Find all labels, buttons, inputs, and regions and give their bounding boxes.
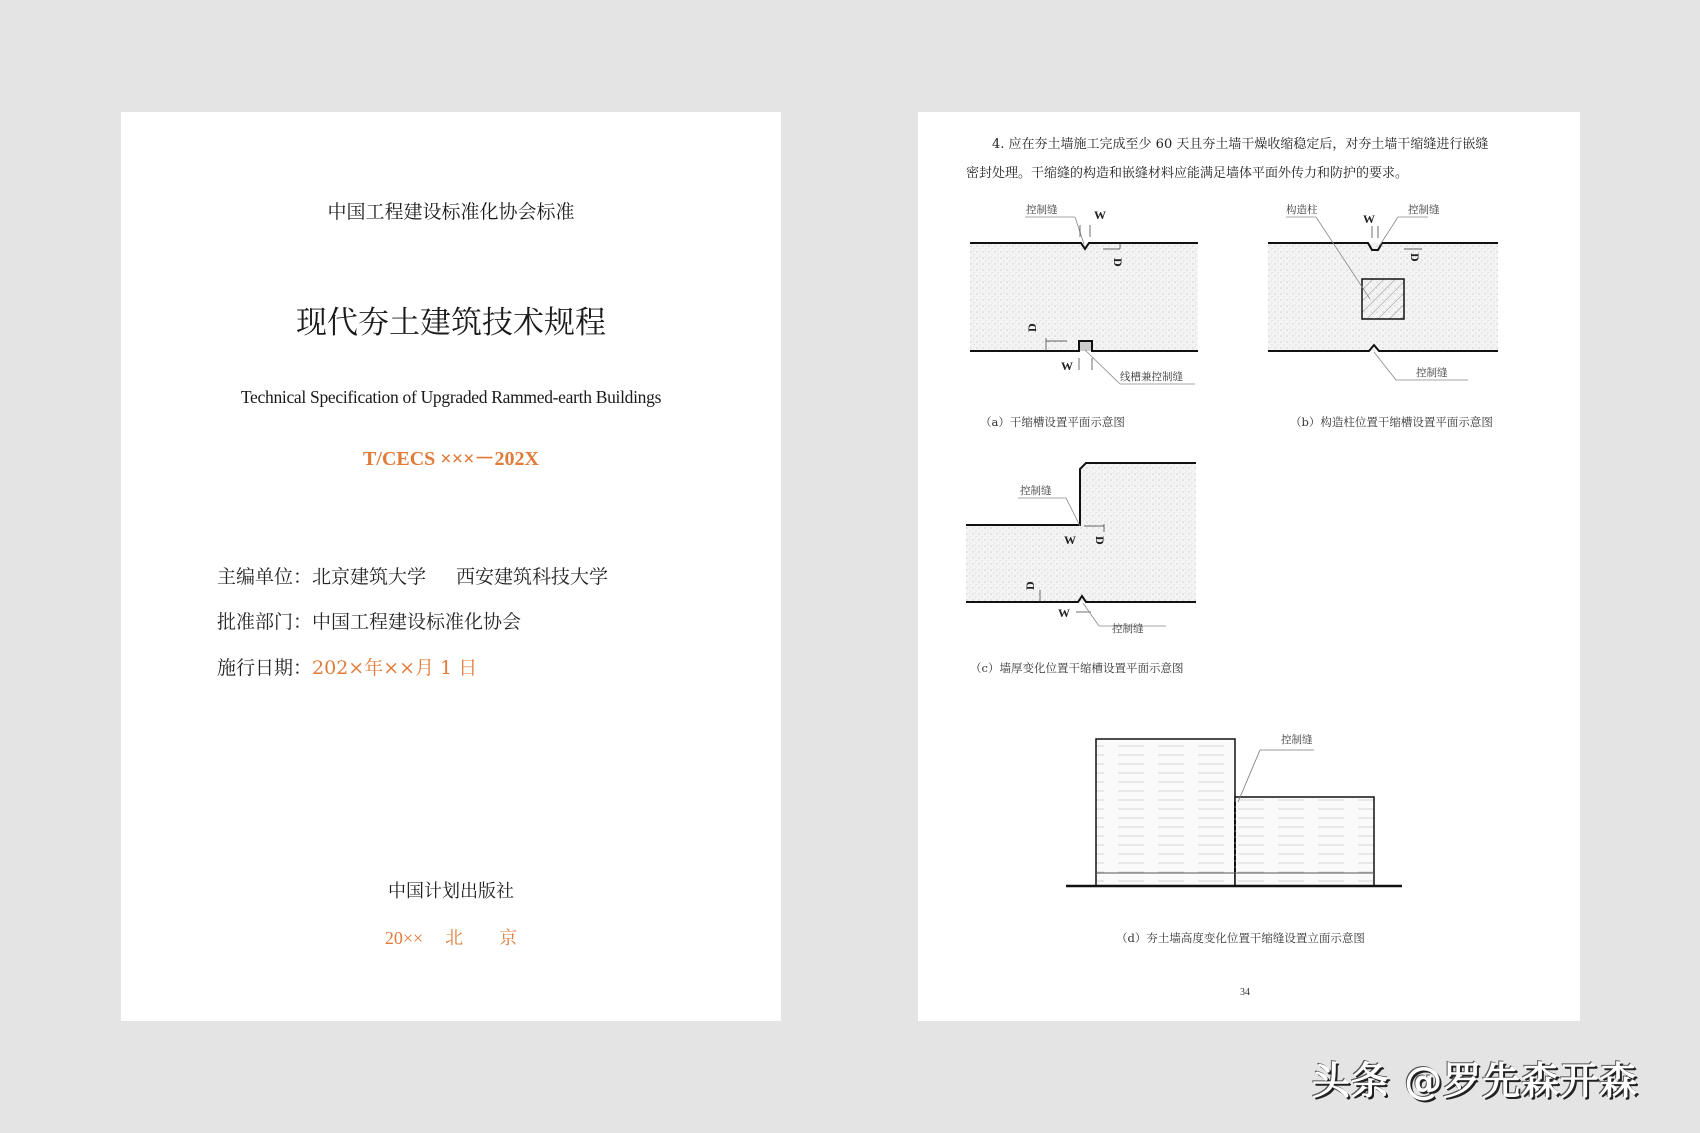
pub-city-1: 北 (445, 928, 464, 949)
association-heading: 中国工程建设标准化协会标准 (327, 201, 575, 223)
caption-b: （b）构造柱位置干缩槽设置平面示意图 (1290, 415, 1493, 429)
figure-diagrams (918, 112, 1580, 1021)
svg-text:D: D (1408, 253, 1422, 262)
paragraph-line-1: 4. 应在夯土墙施工完成至少 60 天且夯土墙干燥收缩稳定后，对夯土墙干缩缝进行嵌缝 (992, 137, 1489, 152)
info-value: 中国工程建设标准化协会 (312, 611, 522, 633)
paragraph-line-2: 密封处理。干缩缝的构造和嵌缝材料应能满足墙体平面外传力和防护的要求。 (966, 166, 1409, 181)
publisher-name: 中国计划出版社 (388, 881, 514, 902)
info-value: 北京建筑大学 (312, 566, 427, 588)
svg-text:D: D (1023, 581, 1037, 590)
info-editor-row (217, 562, 608, 589)
svg-text:W: W (1064, 533, 1076, 547)
label-joint-top: 控制缝 (1408, 204, 1440, 216)
info-approver-row (217, 607, 521, 634)
label-joint-bottom: 控制缝 (1112, 623, 1144, 635)
figure-c (966, 463, 1196, 626)
page-number: 34 (1240, 987, 1250, 998)
info-value: 202×年××月 1 日 (312, 657, 478, 679)
svg-text:D: D (1025, 323, 1039, 332)
watermark: 头条 @罗先森开森 (1312, 1059, 1639, 1103)
figure-b (1268, 217, 1498, 380)
document-title-cn: 现代夯土建筑技术规程 (296, 305, 606, 341)
info-label: 主编单位： (217, 566, 313, 588)
info-label: 施行日期： (217, 657, 313, 679)
info-date-row (217, 653, 477, 680)
label-joint: 控制缝 (1281, 734, 1313, 746)
content-page (918, 112, 1580, 1021)
label-joint-top: 控制缝 (1020, 485, 1052, 497)
publication-line (121, 924, 781, 950)
figure-d (1066, 739, 1402, 886)
pub-city-2: 京 (499, 928, 518, 949)
info-label: 批准部门： (217, 611, 313, 633)
standard-code: T/CECS ×××－202X (363, 448, 539, 470)
caption-d: （d）夯土墙高度变化位置干缩缝设置立面示意图 (1116, 931, 1365, 945)
document-title-en: Technical Specification of Upgraded Rammed-earth Buildings (240, 387, 662, 407)
svg-text:W: W (1094, 208, 1106, 222)
svg-text:W: W (1363, 212, 1375, 226)
label-joint-bottom: 控制缝 (1416, 367, 1448, 379)
cover-page (121, 112, 781, 1021)
svg-text:D: D (1111, 258, 1125, 267)
label-column: 构造柱 (1286, 204, 1318, 216)
caption-c: （c）墙厚变化位置干缩槽设置平面示意图 (970, 661, 1184, 675)
info-value-2: 西安建筑科技大学 (456, 566, 609, 588)
pub-year: 20×× (384, 928, 424, 948)
svg-text:W: W (1061, 359, 1073, 373)
svg-text:W: W (1058, 606, 1070, 620)
figure-a (970, 217, 1198, 384)
label-joint: 控制缝 (1026, 204, 1058, 216)
caption-a: （a）干缩槽设置平面示意图 (980, 415, 1125, 429)
svg-text:D: D (1093, 536, 1107, 545)
label-groove: 线槽兼控制缝 (1120, 371, 1183, 383)
